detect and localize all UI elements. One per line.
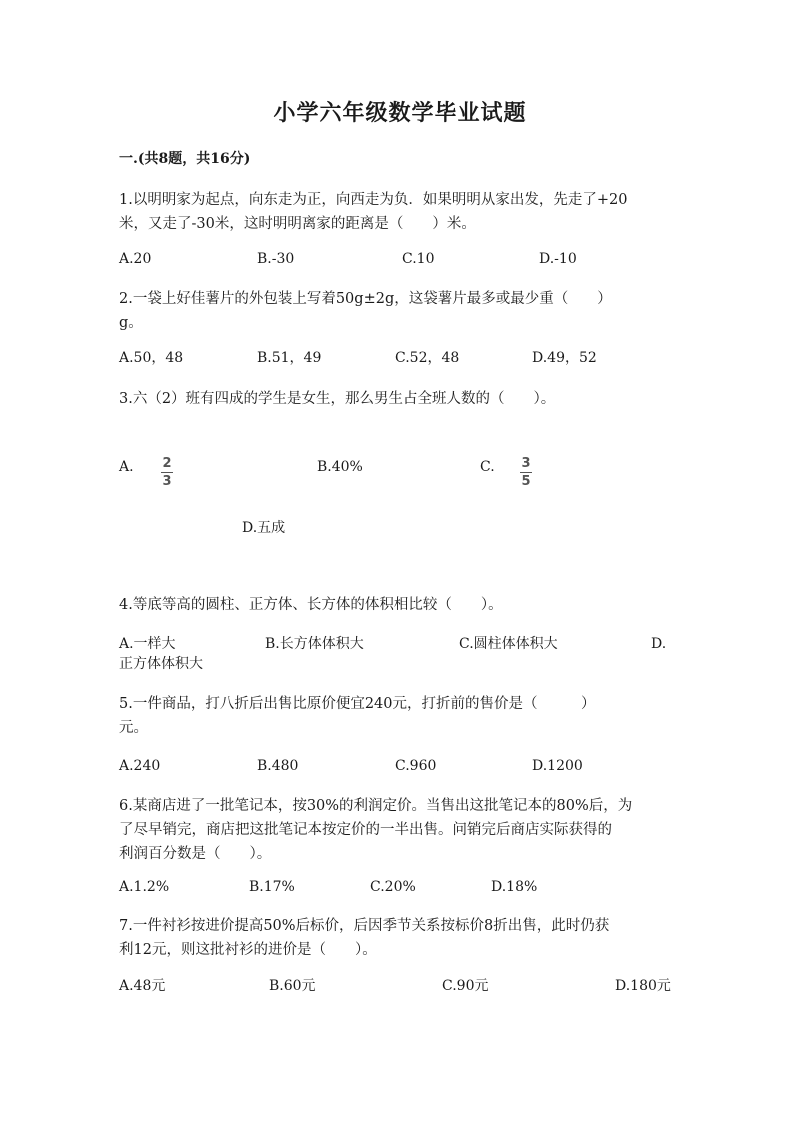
question-5-option-c: C.960 xyxy=(395,758,437,774)
fraction-denominator: 3 xyxy=(162,474,172,490)
question-4-line-1: 4.等底等高的圆柱、正方体、长方体的体积相比较（ ）。 xyxy=(119,597,503,613)
question-3-option-b: B.40% xyxy=(317,459,363,475)
question-6-line-2: 了尽早销完，商店把这批笔记本按定价的一半出售。问销完后商店实际获得的 xyxy=(119,822,612,838)
question-7-option-b: B.60元 xyxy=(269,978,316,994)
question-4-option-a: A.一样大 xyxy=(119,636,176,652)
question-4-option-b: B.长方体体积大 xyxy=(265,636,364,652)
question-4 xyxy=(119,593,681,617)
question-6-line-3: 利润百分数是（ ）。 xyxy=(119,846,272,862)
question-1-option-a: A.20 xyxy=(119,251,152,267)
question-4-option-d-text: 正方体体积大 xyxy=(119,656,203,672)
question-5-line-1: 5.一件商品，打八折后出售比原价便宜240元，打折前的售价是（ ） xyxy=(119,696,596,712)
question-3-option-c: C. xyxy=(480,459,495,475)
fraction-two-thirds xyxy=(161,452,173,489)
question-6-option-c: C.20% xyxy=(370,879,416,895)
question-7 xyxy=(119,914,681,962)
section-header: 一.(共8题，共16分) xyxy=(119,151,251,167)
question-5-line-2: 元。 xyxy=(119,720,148,736)
question-4-option-c: C.圆柱体体积大 xyxy=(459,636,558,652)
question-7-option-c: C.90元 xyxy=(442,978,489,994)
question-6-option-d: D.18% xyxy=(491,879,538,895)
question-1-option-c: C.10 xyxy=(402,251,435,267)
fraction-bar xyxy=(520,472,532,473)
fraction-numerator: 2 xyxy=(162,456,172,471)
question-2-line-1: 2.一袋上好佳薯片的外包装上写着50g±2g，这袋薯片最多或最少重（ ） xyxy=(119,291,612,307)
question-5-option-b: B.480 xyxy=(257,758,299,774)
question-5-option-d: D.1200 xyxy=(532,758,583,774)
question-2 xyxy=(119,287,681,335)
question-3-line-1: 3.六（2）班有四成的学生是女生，那么男生占全班人数的（ ）。 xyxy=(119,391,556,407)
question-3-option-a: A. xyxy=(119,459,134,475)
question-7-option-d: D.180元 xyxy=(615,978,671,994)
question-7-line-1: 7.一件衬衫按进价提高50%后标价，后因季节关系按标价8折出售，此时仍获 xyxy=(119,918,610,934)
page-title: 小学六年级数学毕业试题 xyxy=(273,100,527,126)
question-1-option-d: D.-10 xyxy=(539,251,577,267)
question-1-line-2: 米，又走了-30米，这时明明离家的距离是（ ）米。 xyxy=(119,216,476,232)
fraction-bar xyxy=(161,472,173,473)
question-5-option-a: A.240 xyxy=(119,758,161,774)
question-3 xyxy=(119,387,681,411)
question-2-option-b: B.51，49 xyxy=(257,350,322,366)
question-2-line-2: g。 xyxy=(119,315,143,331)
question-6 xyxy=(119,794,681,866)
question-2-option-c: C.52，48 xyxy=(395,350,460,366)
question-2-option-d: D.49，52 xyxy=(532,350,597,366)
question-1-option-b: B.-30 xyxy=(257,251,295,267)
question-6-option-a: A.1.2% xyxy=(119,879,170,895)
question-4-option-d-letter: D. xyxy=(651,636,667,652)
fraction-three-fifths xyxy=(520,452,532,489)
fraction-numerator: 3 xyxy=(521,456,531,471)
question-6-option-b: B.17% xyxy=(249,879,295,895)
question-1-line-1: 1.以明明家为起点，向东走为正，向西走为负．如果明明从家出发，先走了+20 xyxy=(119,192,628,208)
question-7-option-a: A.48元 xyxy=(119,978,166,994)
question-2-option-a: A.50，48 xyxy=(119,350,184,366)
question-3-option-d: D.五成 xyxy=(242,520,286,536)
question-5 xyxy=(119,692,681,740)
question-1 xyxy=(119,188,681,236)
question-7-line-2: 利12元，则这批衬衫的进价是（ ）。 xyxy=(119,942,377,958)
question-6-line-1: 6.某商店进了一批笔记本，按30%的利润定价。当售出这批笔记本的80%后，为 xyxy=(119,798,633,814)
fraction-denominator: 5 xyxy=(521,474,531,490)
